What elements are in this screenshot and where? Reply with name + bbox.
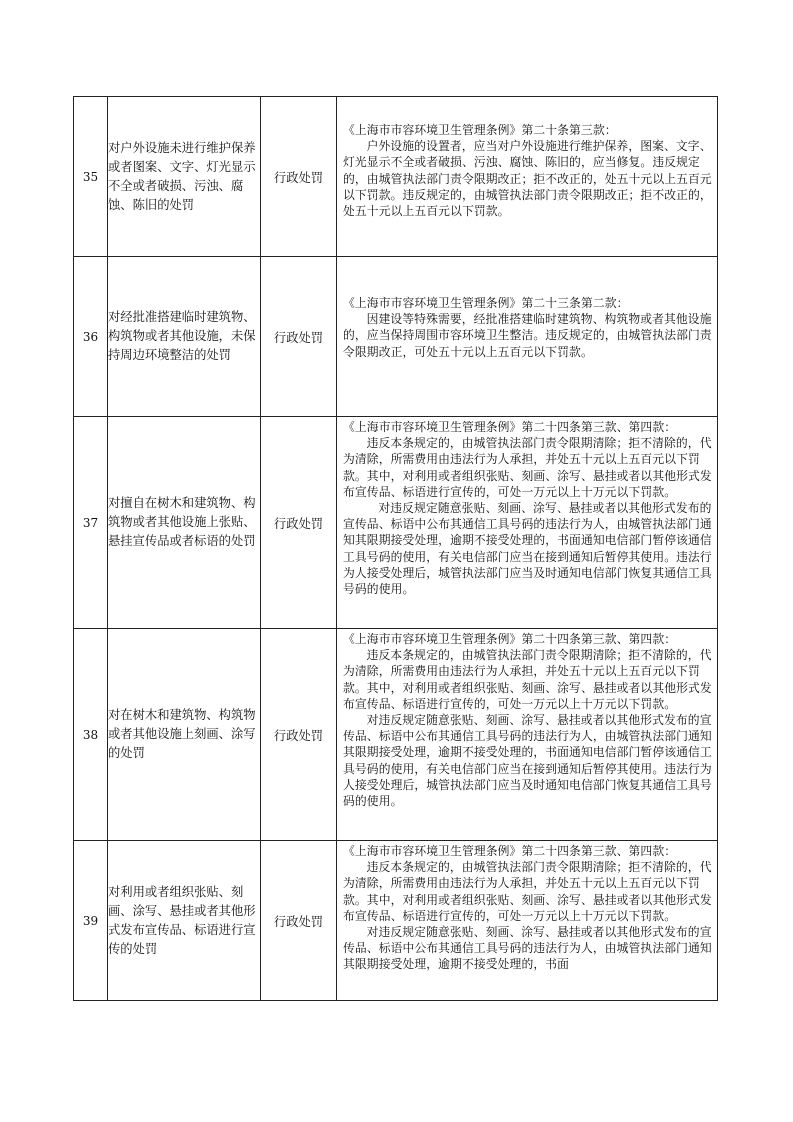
penalty-table — [73, 96, 718, 1001]
basis-paragraph: 违反本条规定的，由城管执法部门责令限期清除；拒不清除的，代为清除，所需费用由违法行为人承担，并处五十元以上五百元以下罚款。其中，对利用或者组织张贴、刻画、涂写、悬挂或者以其他形式发布宣传品、标语进行宣传的，可处一万元以上十万元以下罚款。 — [343, 648, 712, 711]
basis-paragraph: 户外设施的设置者，应当对户外设施进行维护保养，图案、文字、灯光显示不全或者破损、污浊、腐蚀、陈旧的，应当修复。违反规定的，由城管执法部门责令限期改正；拒不改正的，处五十元以上五百元以下罚款。违反规定的，由城管执法部门责令限期改正；拒不改正的，处五十元以上五百元以下罚款。 — [343, 139, 712, 219]
legal-basis — [337, 257, 718, 417]
basis-title: 《上海市市容环境卫生管理条例》第二十四条第三款、第四款： — [343, 632, 677, 646]
table-row — [74, 841, 718, 1001]
table-row — [74, 629, 718, 841]
row-number: 35 — [74, 97, 108, 257]
basis-paragraph: 对违反规定随意张贴、刻画、涂写、悬挂或者以其他形式发布的宣传品、标语中公布其通信工具号码的违法行为人，由城管执法部门通知其限期接受处理，逾期不接受处理的，书面通知电信部门暂停该通信工具号码的使用，有关电信部门应当在接到通知后暂停其使用。违法行为人接受处理后，城管执法部门应当及时通知电信部门恢复其通信工具号码的使用。 — [343, 501, 712, 597]
basis-title: 《上海市市容环境卫生管理条例》第二十四条第三款、第四款： — [343, 844, 677, 858]
legal-basis — [337, 97, 718, 257]
basis-title: 《上海市市容环境卫生管理条例》第二十三条第二款： — [343, 296, 629, 310]
item-name: 对擅自在树木和建筑物、构筑物或者其他设施上张贴、悬挂宣传品或者标语的处罚 — [108, 417, 261, 629]
row-number: 36 — [74, 257, 108, 417]
table-row — [74, 257, 718, 417]
item-type: 行政处罚 — [261, 257, 337, 417]
table-row — [74, 417, 718, 629]
legal-basis — [337, 841, 718, 1001]
item-type: 行政处罚 — [261, 629, 337, 841]
row-number: 37 — [74, 417, 108, 629]
item-name: 对在树木和建筑物、构筑物或者其他设施上刻画、涂写的处罚 — [108, 629, 261, 841]
basis-title: 《上海市市容环境卫生管理条例》第二十条第三款： — [343, 123, 617, 137]
row-number: 38 — [74, 629, 108, 841]
legal-basis — [337, 629, 718, 841]
basis-paragraph: 对违反规定随意张贴、刻画、涂写、悬挂或者以其他形式发布的宣传品、标语中公布其通信工具号码的违法行为人，由城管执法部门通知其限期接受处理，逾期不接受处理的，书面通知电信部门暂停该通信工具号码的使用，有关电信部门应当在接到通知后暂停其使用。违法行为人接受处理后，城管执法部门应当及时通知电信部门恢复其通信工具号码的使用。 — [343, 713, 712, 809]
item-type: 行政处罚 — [261, 417, 337, 629]
item-type: 行政处罚 — [261, 841, 337, 1001]
basis-paragraph: 违反本条规定的，由城管执法部门责令限期清除；拒不清除的，代为清除，所需费用由违法行为人承担，并处五十元以上五百元以下罚款。其中，对利用或者组织张贴、刻画、涂写、悬挂或者以其他形式发布宣传品、标语进行宣传的，可处一万元以上十万元以下罚款。 — [343, 436, 712, 499]
table-row — [74, 97, 718, 257]
basis-title: 《上海市市容环境卫生管理条例》第二十四条第三款、第四款： — [343, 420, 677, 434]
item-type: 行政处罚 — [261, 97, 337, 257]
basis-paragraph: 对违反规定随意张贴、刻画、涂写、悬挂或者以其他形式发布的宣传品、标语中公布其通信工具号码的违法行为人，由城管执法部门通知其限期接受处理，逾期不接受处理的，书面 — [343, 925, 712, 972]
basis-paragraph: 因建设等特殊需要，经批准搭建临时建筑物、构筑物或者其他设施的，应当保持周围市容环境卫生整洁。违反规定的，由城管执法部门责令限期改正，可处五十元以上五百元以下罚款。 — [343, 312, 712, 359]
item-name: 对经批准搭建临时建筑物、构筑物或者其他设施，未保持周边环境整洁的处罚 — [108, 257, 261, 417]
legal-basis — [337, 417, 718, 629]
item-name: 对户外设施未进行维护保养或者图案、文字、灯光显示不全或者破损、污浊、腐蚀、陈旧的处罚 — [108, 97, 261, 257]
row-number: 39 — [74, 841, 108, 1001]
item-name: 对利用或者组织张贴、刻画、涂写、悬挂或者其他形式发布宣传品、标语进行宣传的处罚 — [108, 841, 261, 1001]
basis-paragraph: 违反本条规定的，由城管执法部门责令限期清除；拒不清除的，代为清除，所需费用由违法行为人承担，并处五十元以上五百元以下罚款。其中，对利用或者组织张贴、刻画、涂写、悬挂或者以其他形式发布宣传品、标语进行宣传的，可处一万元以上十万元以下罚款。 — [343, 860, 712, 923]
